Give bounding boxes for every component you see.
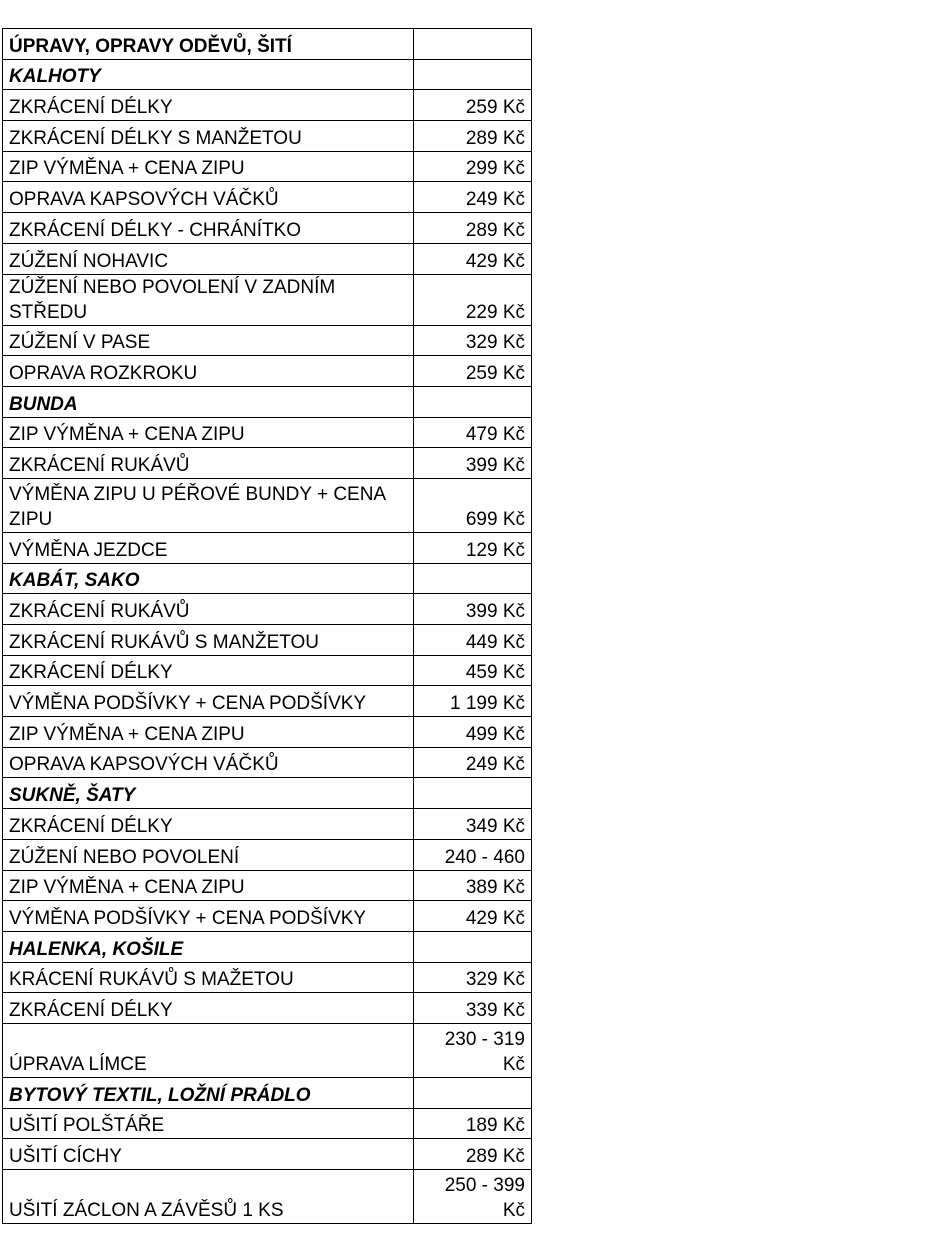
- section-price-cell: [414, 59, 532, 90]
- table-row: [3, 625, 532, 656]
- service-price: 249 Kč: [414, 182, 532, 213]
- table-title-price-cell: [414, 29, 532, 60]
- section-title: KALHOTY: [3, 59, 414, 90]
- section-header-row: [3, 386, 532, 417]
- service-name: VÝMĚNA JEZDCE: [3, 532, 414, 563]
- service-price: 289 Kč: [414, 121, 532, 152]
- table-row: [3, 532, 532, 563]
- table-row: [3, 717, 532, 748]
- service-name: VÝMĚNA PODŠÍVKY + CENA PODŠÍVKY: [3, 686, 414, 717]
- table-row: [3, 356, 532, 387]
- service-name: ÚPRAVA LÍMCE: [3, 1023, 414, 1077]
- service-price: 399 Kč: [414, 448, 532, 479]
- table-row: [3, 182, 532, 213]
- service-name: KRÁCENÍ RUKÁVŮ S MAŽETOU: [3, 962, 414, 993]
- service-name: ZKRÁCENÍ DÉLKY: [3, 809, 414, 840]
- table-row: [3, 243, 532, 274]
- section-title: BUNDA: [3, 386, 414, 417]
- service-name: OPRAVA ROZKROKU: [3, 356, 414, 387]
- service-price: 229 Kč: [414, 274, 532, 325]
- table-row: [3, 1023, 532, 1077]
- table-row: [3, 325, 532, 356]
- table-title: ÚPRAVY, OPRAVY ODĚVŮ, ŠITÍ: [3, 29, 414, 60]
- service-price: 429 Kč: [414, 243, 532, 274]
- section-header-row: [3, 778, 532, 809]
- service-price: 699 Kč: [414, 478, 532, 532]
- service-price: 259 Kč: [414, 356, 532, 387]
- service-name: ZÚŽENÍ NEBO POVOLENÍ V ZADNÍM STŘEDU: [3, 274, 414, 325]
- price-list-table: [2, 28, 532, 1224]
- service-price: 249 Kč: [414, 747, 532, 778]
- service-price: 329 Kč: [414, 962, 532, 993]
- service-price: 1 199 Kč: [414, 686, 532, 717]
- service-price: 129 Kč: [414, 532, 532, 563]
- service-name: ZKRÁCENÍ DÉLKY: [3, 90, 414, 121]
- service-name: OPRAVA KAPSOVÝCH VÁČKŮ: [3, 182, 414, 213]
- service-name: ZKRÁCENÍ DÉLKY - CHRÁNÍTKO: [3, 213, 414, 244]
- section-price-cell: [414, 1077, 532, 1108]
- service-name: ZKRÁCENÍ RUKÁVŮ: [3, 594, 414, 625]
- service-name: ZIP VÝMĚNA + CENA ZIPU: [3, 717, 414, 748]
- table-row: [3, 686, 532, 717]
- service-name: ZKRÁCENÍ DÉLKY: [3, 655, 414, 686]
- section-price-cell: [414, 386, 532, 417]
- service-name: ZÚŽENÍ NOHAVIC: [3, 243, 414, 274]
- table-row: [3, 655, 532, 686]
- service-name: UŠITÍ ZÁCLON A ZÁVĚSŮ 1 KS: [3, 1170, 414, 1224]
- service-name: ZIP VÝMĚNA + CENA ZIPU: [3, 870, 414, 901]
- service-price: 299 Kč: [414, 151, 532, 182]
- service-price: 449 Kč: [414, 625, 532, 656]
- table-row: [3, 1108, 532, 1139]
- service-name: UŠITÍ CÍCHY: [3, 1139, 414, 1170]
- service-price: 339 Kč: [414, 993, 532, 1024]
- service-name: ZKRÁCENÍ RUKÁVŮ: [3, 448, 414, 479]
- table-row: [3, 90, 532, 121]
- section-price-cell: [414, 931, 532, 962]
- service-price: 399 Kč: [414, 594, 532, 625]
- service-price: 189 Kč: [414, 1108, 532, 1139]
- section-title: HALENKA, KOŠILE: [3, 931, 414, 962]
- service-price: 230 - 319 Kč: [414, 1023, 532, 1077]
- service-price: 429 Kč: [414, 901, 532, 932]
- service-price: 289 Kč: [414, 1139, 532, 1170]
- service-name: VÝMĚNA PODŠÍVKY + CENA PODŠÍVKY: [3, 901, 414, 932]
- section-header-row: [3, 1077, 532, 1108]
- service-price: 289 Kč: [414, 213, 532, 244]
- service-name: ZÚŽENÍ V PASE: [3, 325, 414, 356]
- service-price: 389 Kč: [414, 870, 532, 901]
- table-row: [3, 151, 532, 182]
- table-row: [3, 594, 532, 625]
- service-name: VÝMĚNA ZIPU U PÉŘOVÉ BUNDY + CENA ZIPU: [3, 478, 414, 532]
- table-row: [3, 417, 532, 448]
- table-row: [3, 962, 532, 993]
- table-row: [3, 274, 532, 325]
- table-row: [3, 809, 532, 840]
- table-row: [3, 448, 532, 479]
- section-header-row: [3, 563, 532, 594]
- service-price: 240 - 460: [414, 839, 532, 870]
- table-row: [3, 901, 532, 932]
- service-price: 349 Kč: [414, 809, 532, 840]
- service-price: 259 Kč: [414, 90, 532, 121]
- section-price-cell: [414, 778, 532, 809]
- service-name: ZÚŽENÍ NEBO POVOLENÍ: [3, 839, 414, 870]
- service-name: ZKRÁCENÍ RUKÁVŮ S MANŽETOU: [3, 625, 414, 656]
- service-name: ZIP VÝMĚNA + CENA ZIPU: [3, 151, 414, 182]
- section-title: BYTOVÝ TEXTIL, LOŽNÍ PRÁDLO: [3, 1077, 414, 1108]
- service-name: OPRAVA KAPSOVÝCH VÁČKŮ: [3, 747, 414, 778]
- table-row: [3, 747, 532, 778]
- service-name: UŠITÍ POLŠTÁŘE: [3, 1108, 414, 1139]
- service-name: ZIP VÝMĚNA + CENA ZIPU: [3, 417, 414, 448]
- table-row: [3, 213, 532, 244]
- table-row: [3, 121, 532, 152]
- section-price-cell: [414, 563, 532, 594]
- table-row: [3, 870, 532, 901]
- table-title-row: [3, 29, 532, 60]
- service-price: 499 Kč: [414, 717, 532, 748]
- service-price: 329 Kč: [414, 325, 532, 356]
- table-row: [3, 1170, 532, 1224]
- table-row: [3, 839, 532, 870]
- table-row: [3, 478, 532, 532]
- service-price: 459 Kč: [414, 655, 532, 686]
- service-price: 479 Kč: [414, 417, 532, 448]
- table-row: [3, 993, 532, 1024]
- service-name: ZKRÁCENÍ DÉLKY S MANŽETOU: [3, 121, 414, 152]
- price-list-body: [3, 29, 532, 1224]
- service-price: 250 - 399 Kč: [414, 1170, 532, 1224]
- section-header-row: [3, 59, 532, 90]
- section-header-row: [3, 931, 532, 962]
- section-title: SUKNĚ, ŠATY: [3, 778, 414, 809]
- table-row: [3, 1139, 532, 1170]
- service-name: ZKRÁCENÍ DÉLKY: [3, 993, 414, 1024]
- section-title: KABÁT, SAKO: [3, 563, 414, 594]
